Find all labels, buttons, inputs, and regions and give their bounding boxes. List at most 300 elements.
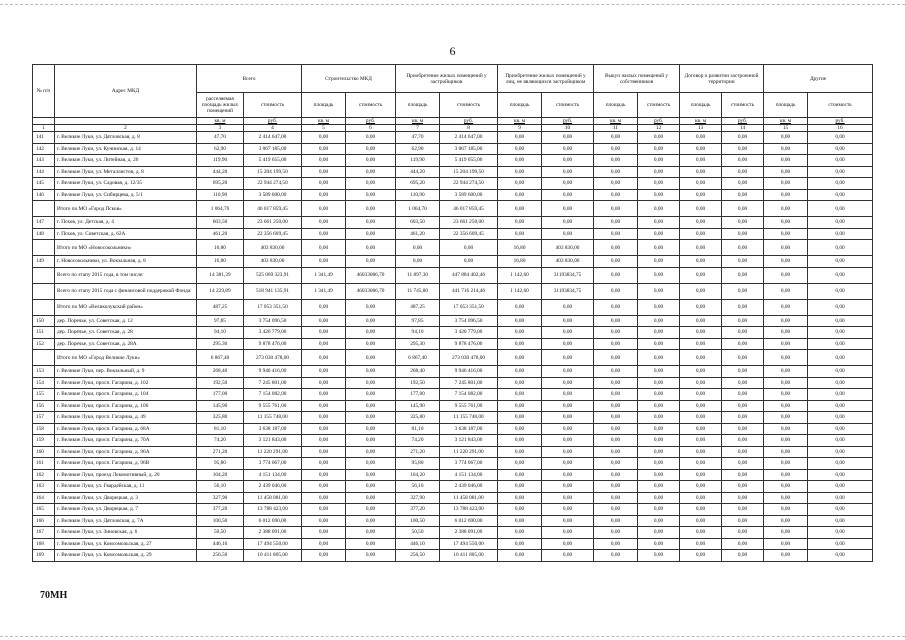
table-row	[33, 155, 873, 167]
row-value: 0,00	[594, 412, 638, 424]
column-number: 3	[197, 125, 244, 132]
unit-rub: руб.	[808, 118, 873, 125]
row-value: 0,00	[764, 504, 808, 516]
row-value: 0,00	[498, 504, 542, 516]
row-value: 0,00	[542, 178, 594, 190]
column-number: 16	[808, 125, 873, 132]
row-value: 17 053 351,50	[440, 299, 498, 315]
row-value: 0,00	[680, 389, 722, 401]
row-value: 17 494 550,00	[440, 538, 498, 550]
row-number: 161	[33, 458, 55, 470]
row-value: 0,00	[638, 315, 680, 327]
row-value: 9 946 416,00	[244, 366, 302, 378]
row-value: 0,00	[542, 538, 594, 550]
unit-area: кв. м	[764, 118, 808, 125]
row-value: 0,00	[498, 178, 542, 190]
row-value: 0,00	[346, 256, 396, 268]
row-value: 0,00	[542, 143, 594, 155]
row-value: 0,00	[808, 446, 873, 458]
unit-cell	[55, 118, 197, 125]
row-value: 0,00	[764, 315, 808, 327]
row-value: 0,00	[542, 228, 594, 240]
row-value: 0,00	[498, 469, 542, 481]
row-value: 17 494 550,00	[244, 538, 302, 550]
row-value: 0,00	[638, 538, 680, 550]
row-value: 0,00	[498, 217, 542, 229]
row-value: 603,50	[197, 217, 244, 229]
table-row	[33, 256, 873, 268]
row-value: 0,00	[498, 228, 542, 240]
row-value: 0,00	[594, 283, 638, 299]
row-value: 2 388 091,00	[244, 527, 302, 539]
row-value: 0,00	[638, 366, 680, 378]
header-address: Адрес МКД	[55, 65, 197, 118]
row-value: 0,00	[638, 550, 680, 562]
row-value: 0,00	[302, 377, 346, 389]
bottom-border	[0, 636, 905, 637]
row-value: 0,00	[594, 327, 638, 339]
row-value: 0,00	[302, 423, 346, 435]
row-value: 0,00	[498, 338, 542, 350]
row-value: 0,00	[638, 492, 680, 504]
row-value: 0,00	[346, 132, 396, 144]
row-value: 0,00	[594, 400, 638, 412]
row-value: 0,00	[722, 400, 764, 412]
row-value: 0,00	[638, 504, 680, 516]
table-row	[33, 315, 873, 327]
row-value: 0,00	[594, 550, 638, 562]
row-value: 100,50	[396, 515, 440, 527]
row-value: 273 030 478,00	[244, 350, 302, 366]
row-value: 3 774 067,00	[440, 458, 498, 470]
row-value: 0,00	[302, 166, 346, 178]
row-value: 56,10	[197, 481, 244, 493]
row-value: 2 414 647,00	[244, 132, 302, 144]
row-value: 81,10	[396, 423, 440, 435]
row-address: г. Псков, ул. Советская, д. 62А	[55, 228, 197, 240]
row-value: 0,00	[680, 350, 722, 366]
row-value: 3 589 600,00	[244, 189, 302, 201]
row-value: 0,00	[594, 469, 638, 481]
row-value: 0,00	[680, 338, 722, 350]
row-value: 0,00	[808, 515, 873, 527]
row-value: 0,00	[594, 435, 638, 447]
row-address: г. Великие Луки, просп. Гагарина, д. 68А	[55, 423, 197, 435]
row-value: 0,00	[542, 377, 594, 389]
row-value: 0,00	[680, 189, 722, 201]
row-number: 145	[33, 178, 55, 190]
row-address: Всего по этапу 2015 года, в том числе:	[55, 267, 197, 283]
row-value: 0,00	[542, 458, 594, 470]
unit-area: кв. м	[680, 118, 722, 125]
row-value: 0,00	[542, 446, 594, 458]
row-value: 10 411 805,00	[244, 550, 302, 562]
table-row	[33, 550, 873, 562]
row-value: 0,00	[722, 166, 764, 178]
table-body	[33, 132, 873, 562]
row-value: 0,00	[764, 412, 808, 424]
column-number: 9	[498, 125, 542, 132]
row-value: 447 884 402,46	[440, 267, 498, 283]
row-value: 0,00	[594, 538, 638, 550]
row-value: 0,00	[680, 423, 722, 435]
row-value: 0,00	[808, 400, 873, 412]
row-value: 31193834,75	[542, 267, 594, 283]
row-value: 377,20	[396, 504, 440, 516]
row-value: 295,30	[197, 338, 244, 350]
subtotal-row	[33, 240, 873, 256]
row-value: 0,00	[302, 315, 346, 327]
row-value: 22 944 274,50	[244, 178, 302, 190]
row-value: 325,80	[396, 412, 440, 424]
row-value: 487,25	[197, 299, 244, 315]
row-address: г. Великие Луки, просп. Гагарина, д. 106	[55, 400, 197, 412]
row-value: 0,00	[346, 338, 396, 350]
row-value: 0,00	[542, 527, 594, 539]
row-value: 9 555 761,00	[244, 400, 302, 412]
row-address: г. Великие Луки, ул. Дворецкая, д. 3	[55, 492, 197, 504]
row-value: 1 341,49	[302, 267, 346, 283]
row-value: 0,00	[638, 469, 680, 481]
row-value: 0,00	[302, 240, 346, 256]
row-value: 0,00	[808, 350, 873, 366]
row-value: 110,90	[197, 189, 244, 201]
row-value: 17 053 351,50	[244, 299, 302, 315]
row-value: 0,00	[722, 446, 764, 458]
row-value: 444,20	[197, 166, 244, 178]
row-value: 0,00	[764, 201, 808, 217]
row-value: 0,00	[764, 435, 808, 447]
top-border	[0, 4, 905, 5]
row-value: 0,00	[808, 527, 873, 539]
row-value: 177,00	[197, 389, 244, 401]
row-value: 119,90	[197, 155, 244, 167]
subheader-area: площадь	[498, 93, 542, 118]
row-value: 461,20	[197, 228, 244, 240]
row-value: 0,00	[346, 550, 396, 562]
row-number: 168	[33, 538, 55, 550]
row-value: 0,00	[722, 423, 764, 435]
row-value: 0,00	[594, 189, 638, 201]
row-value: 0,00	[346, 435, 396, 447]
table-row	[33, 435, 873, 447]
row-value: 0,00	[680, 201, 722, 217]
row-address: г. Великие Луки, ул. Дятловская, д. 7А	[55, 515, 197, 527]
row-value: 9 946 416,00	[440, 366, 498, 378]
column-number: 1	[33, 125, 55, 132]
row-value: 0,00	[680, 155, 722, 167]
row-value: 0,00	[764, 178, 808, 190]
row-value: 0,00	[680, 492, 722, 504]
table-row	[33, 389, 873, 401]
row-value: 0,00	[302, 132, 346, 144]
row-value: 9 555 761,00	[440, 400, 498, 412]
row-value: 461,20	[396, 228, 440, 240]
row-value: 81,10	[197, 423, 244, 435]
row-value: 3 420 779,00	[440, 327, 498, 339]
row-value: 0,00	[722, 527, 764, 539]
row-value: 0,00	[722, 550, 764, 562]
row-value: 0,00	[722, 143, 764, 155]
row-value: 0,00	[808, 538, 873, 550]
row-value: 0,00	[808, 481, 873, 493]
row-value: 0,00	[680, 527, 722, 539]
row-value: 0,00	[302, 189, 346, 201]
row-value: 0,00	[346, 315, 396, 327]
row-number: 169	[33, 550, 55, 562]
row-value: 15 204 199,50	[244, 166, 302, 178]
row-value: 0,00	[346, 217, 396, 229]
row-value: 9 878 476,00	[244, 338, 302, 350]
row-value: 0,00	[498, 155, 542, 167]
subheader-area: площадь	[594, 93, 638, 118]
row-value: 0,00	[346, 412, 396, 424]
row-value: 0,00	[808, 377, 873, 389]
row-value: 0,00	[680, 550, 722, 562]
row-value: 0,00	[638, 327, 680, 339]
row-value: 47,70	[396, 132, 440, 144]
row-value: 0,00	[680, 228, 722, 240]
row-value: 0,00	[808, 412, 873, 424]
row-value: 0,00	[498, 446, 542, 458]
row-value: 0,00	[346, 504, 396, 516]
row-value: 0,00	[542, 481, 594, 493]
row-value: 0,00	[346, 481, 396, 493]
row-address: г. Псков, ул. Детская, д. 4	[55, 217, 197, 229]
row-value: 0,00	[302, 217, 346, 229]
row-number: 144	[33, 166, 55, 178]
subtotal-row	[33, 350, 873, 366]
row-value: 2 414 647,00	[440, 132, 498, 144]
row-value: 0,00	[722, 256, 764, 268]
row-value: 0,00	[542, 492, 594, 504]
subheader-area: площадь	[680, 93, 722, 118]
row-value: 0,00	[498, 366, 542, 378]
row-value: 0,00	[764, 132, 808, 144]
table-row	[33, 338, 873, 350]
row-value: 0,00	[542, 550, 594, 562]
row-value: 0,00	[680, 366, 722, 378]
row-value: 273 030 478,00	[440, 350, 498, 366]
row-value: 10 411 805,00	[440, 550, 498, 562]
header-acq-developers: Приобретение жилых помещений у застройщиков	[396, 65, 498, 93]
row-value: 0,00	[302, 366, 346, 378]
row-value: 0,00	[346, 299, 396, 315]
row-value: 22 944 274,50	[440, 178, 498, 190]
row-value: 0,00	[722, 132, 764, 144]
row-value: 271,20	[197, 446, 244, 458]
row-address: Всего по этапу 2015 года с финансовой поддержкой Фонда:	[55, 283, 197, 299]
subheader-area: площадь	[396, 93, 440, 118]
row-value: 0,00	[594, 178, 638, 190]
row-value: 0,00	[764, 389, 808, 401]
row-value: 0,00	[680, 469, 722, 481]
row-value: 104,20	[396, 469, 440, 481]
row-value: 0,00	[594, 338, 638, 350]
row-value: 0,00	[594, 366, 638, 378]
row-value: 0,00	[594, 446, 638, 458]
row-value: 0,00	[638, 178, 680, 190]
table-row	[33, 327, 873, 339]
unit-rub: руб.	[440, 118, 498, 125]
row-value: 0,00	[764, 143, 808, 155]
row-value: 0,00	[302, 400, 346, 412]
row-value: 100,50	[197, 515, 244, 527]
row-value: 5 419 655,00	[244, 155, 302, 167]
row-value: 0,00	[594, 267, 638, 283]
row-value: 0,00	[346, 492, 396, 504]
row-value: 0,00	[542, 469, 594, 481]
row-value: 2 439 046,00	[244, 481, 302, 493]
row-value: 0,00	[594, 504, 638, 516]
column-number: 6	[346, 125, 396, 132]
subheader-cost: стоимость	[722, 93, 764, 118]
row-value: 0,00	[680, 458, 722, 470]
row-value: 0,00	[594, 228, 638, 240]
row-value: 0,00	[498, 538, 542, 550]
row-value: 403 830,00	[542, 256, 594, 268]
row-value: 13 788 423,00	[440, 504, 498, 516]
row-value: 0,00	[498, 492, 542, 504]
row-value: 0,00	[498, 166, 542, 178]
row-number: 164	[33, 492, 55, 504]
row-address: дер. Поречье, ул. Советская, д. 28А	[55, 338, 197, 350]
row-value: 0,00	[594, 492, 638, 504]
table-row	[33, 527, 873, 539]
row-value: 192,50	[396, 377, 440, 389]
row-value: 0,00	[764, 155, 808, 167]
row-value: 268,40	[197, 366, 244, 378]
column-number: 4	[244, 125, 302, 132]
row-value: 0,00	[764, 366, 808, 378]
row-value: 0,00	[302, 469, 346, 481]
row-value: 403 830,00	[244, 256, 302, 268]
row-value: 0,00	[680, 299, 722, 315]
row-value: 0,00	[594, 423, 638, 435]
column-number: 7	[396, 125, 440, 132]
row-value: 0,00	[722, 240, 764, 256]
row-value: 0,00	[594, 377, 638, 389]
row-value: 13 788 423,00	[244, 504, 302, 516]
row-value: 0,00	[808, 217, 873, 229]
unit-area: кв. м	[498, 118, 542, 125]
table-row	[33, 469, 873, 481]
row-value: 0,00	[594, 240, 638, 256]
unit-rub: руб.	[542, 118, 594, 125]
row-address: Итого по МО «Город Великие Луки»	[55, 350, 197, 366]
row-value: 0,00	[808, 143, 873, 155]
row-value: 0,00	[722, 377, 764, 389]
row-value: 0,00	[594, 155, 638, 167]
row-value: 0,00	[542, 504, 594, 516]
table-row	[33, 178, 873, 190]
row-value: 46 017 859,45	[440, 201, 498, 217]
table-row	[33, 228, 873, 240]
table-row	[33, 412, 873, 424]
row-value: 0,00	[542, 412, 594, 424]
column-number: 12	[638, 125, 680, 132]
row-value: 0,00	[764, 458, 808, 470]
row-value: 0,00	[680, 538, 722, 550]
row-address: г. Великие Луки, ул. Комсомольская, д. 27	[55, 538, 197, 550]
row-value: 0,00	[594, 481, 638, 493]
row-value: 0,00	[498, 377, 542, 389]
row-value: 0,00	[346, 155, 396, 167]
subheader-area: площадь	[302, 93, 346, 118]
row-value: 0,00	[722, 538, 764, 550]
row-value: 0,00	[722, 283, 764, 299]
row-value: 0,00	[396, 256, 440, 268]
row-value: 0,00	[722, 515, 764, 527]
row-value: 0,00	[680, 256, 722, 268]
row-value: 6 012 690,00	[244, 515, 302, 527]
row-value: 0,00	[764, 166, 808, 178]
row-value: 0,00	[638, 400, 680, 412]
row-number: 166	[33, 515, 55, 527]
row-value: 0,00	[542, 515, 594, 527]
row-value: 3 638 187,00	[244, 423, 302, 435]
row-value: 0,00	[764, 492, 808, 504]
row-value: 0,00	[638, 446, 680, 458]
row-value: 0,00	[808, 178, 873, 190]
row-address: г. Великие Луки, проезд Локомотивный, д. 20	[55, 469, 197, 481]
row-value: 441 716 214,46	[440, 283, 498, 299]
row-value: 0,00	[302, 538, 346, 550]
row-number: 142	[33, 143, 55, 155]
row-value: 3 121 843,00	[440, 435, 498, 447]
unit-rub: руб.	[638, 118, 680, 125]
unit-rub: руб.	[244, 118, 302, 125]
row-address: г. Великие Луки, ул. Дворецкая, д. 7	[55, 504, 197, 516]
subtotal-row	[33, 267, 873, 283]
unit-area: кв. м	[197, 118, 244, 125]
row-value: 0,00	[680, 412, 722, 424]
row-value: 0,00	[542, 366, 594, 378]
row-value: 0,00	[808, 155, 873, 167]
row-value: 0,00	[722, 178, 764, 190]
row-value: 0,00	[722, 217, 764, 229]
row-number: 153	[33, 366, 55, 378]
row-value: 0,00	[680, 377, 722, 389]
page-number: 6	[449, 44, 456, 58]
row-value: 0,00	[346, 240, 396, 256]
row-value: 327,90	[396, 492, 440, 504]
row-value: 0,00	[396, 240, 440, 256]
row-value: 0,00	[498, 423, 542, 435]
row-address: г. Великие Луки, ул. Зиновская, д. 6	[55, 527, 197, 539]
row-value: 0,00	[680, 240, 722, 256]
row-number: 162	[33, 469, 55, 481]
row-value: 0,00	[638, 155, 680, 167]
row-value: 0,00	[638, 377, 680, 389]
row-value: 11 155 748,00	[244, 412, 302, 424]
row-number: 165	[33, 504, 55, 516]
row-value: 0,00	[680, 400, 722, 412]
row-value: 97,85	[396, 315, 440, 327]
row-value: 0,00	[764, 481, 808, 493]
row-value: 0,00	[594, 201, 638, 217]
row-value: 62,90	[396, 143, 440, 155]
row-value: 0,00	[542, 189, 594, 201]
row-value: 3 589 600,00	[440, 189, 498, 201]
row-value: 2 439 046,00	[440, 481, 498, 493]
row-value: 0,00	[722, 366, 764, 378]
row-value: 0,00	[764, 283, 808, 299]
row-value: 0,00	[302, 527, 346, 539]
row-value: 0,00	[680, 315, 722, 327]
row-value: 0,00	[638, 458, 680, 470]
row-number: 157	[33, 412, 55, 424]
